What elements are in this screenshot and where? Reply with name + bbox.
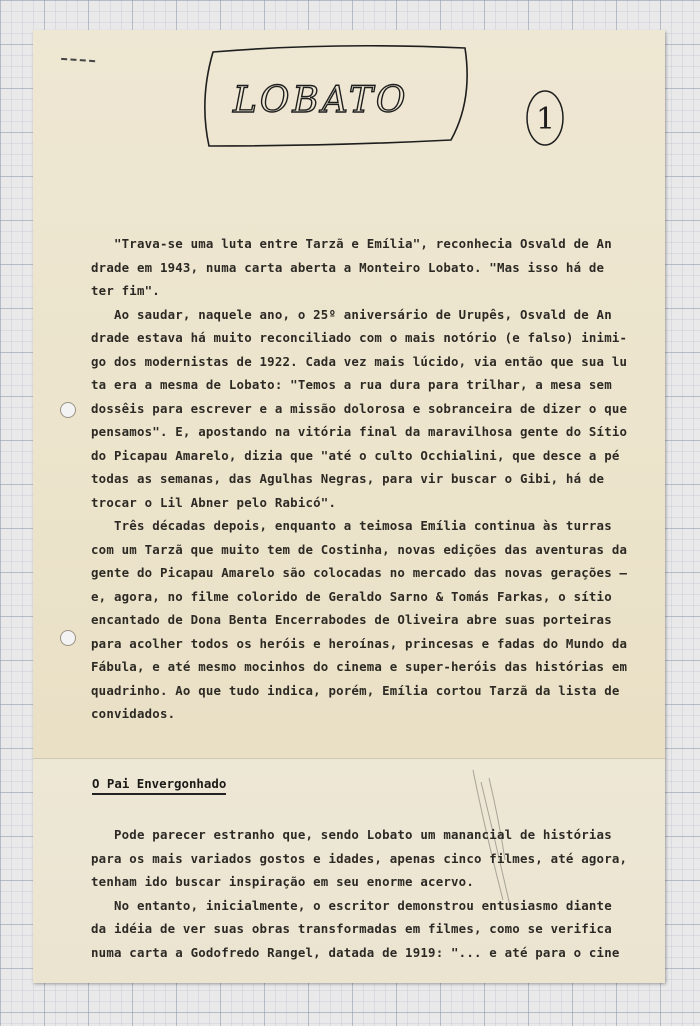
text-line: drade estava há muito reconciliado com o mais notório (e falso) inimi- (91, 330, 628, 345)
text-line: gente do Picapau Amarelo são colocadas no mercado das novas gerações — (91, 565, 628, 580)
text-line: ter fim". (91, 283, 160, 298)
text-line: "Trava-se uma luta entre Tarzã e Emília", reconhecia Osvald de An (91, 236, 612, 251)
text-line: tenham ido buscar inspiração em seu enorme acervo. (91, 874, 474, 889)
text-line: quadrinho. Ao que tudo indica, porém, Emília cortou Tarzã da lista de (91, 682, 620, 698)
text-line: com um Tarzã que muito tem de Costinha, novas edições das aventuras da (91, 541, 628, 557)
text-line: convidados. (91, 706, 176, 721)
handwritten-title: LOBATO (233, 80, 409, 121)
text-line: numa carta a Godofredo Rangel, datada de 1919: "... e até para o cine (91, 944, 620, 960)
text-line: encantado de Dona Benta Encerrabodes de Oliveira abre suas porteiras (91, 612, 612, 627)
text-line: do Picapau Amarelo, dizia que "até o culto Occhialini, que desce a pé (91, 447, 620, 463)
text-line: trocar o Lil Abner pelo Rabicó". (91, 494, 337, 510)
section-heading: O Pai Envergonhado (92, 776, 226, 795)
text-line: Fábula, e até mesmo mocinhos do cinema e super-heróis das histórias em (91, 659, 628, 674)
text-line: para acolher todos os heróis e heroínas, princesas e fadas do Mundo da (91, 635, 628, 651)
text-line: e, agora, no filme colorido de Geraldo Sarno & Tomás Farkas, o sítio (91, 588, 612, 604)
text-line: No entanto, inicialmente, o escritor demonstrou entusiasmo diante (91, 897, 612, 913)
text-line: ta era a mesma de Lobato: "Temos a rua dura para trilhar, a mesa sem (91, 377, 612, 392)
text-line: Três décadas depois, enquanto a teimosa Emília continua às turras (91, 518, 612, 533)
text-line: go dos modernistas de 1922. Cada vez mais lúcido, via então que sua lu (91, 353, 628, 369)
text-line: dossêis para escrever e a missão dolorosa e sobranceira de dizer o que (91, 400, 628, 416)
text-line: para os mais variados gostos e idades, apenas cinco filmes, até agora, (91, 850, 628, 866)
text-line: todas as semanas, das Agulhas Negras, para vir buscar o Gibi, há de (91, 471, 605, 486)
page-number: 1 (536, 102, 556, 137)
text-line: drade em 1943, numa carta aberta a Monteiro Lobato. "Mas isso há de (91, 259, 605, 275)
text-line: Pode parecer estranho que, sendo Lobato um manancial de histórias (91, 827, 612, 842)
text-line: da idéia de ver suas obras transformadas em filmes, como se verifica (91, 921, 612, 936)
pencil-marks (33, 30, 665, 982)
text-line: pensamos". E, apostando na vitória final da maravilhosa gente do Sítio (91, 424, 628, 439)
typescript-page (33, 30, 665, 982)
text-line: Ao saudar, naquele ano, o 25º aniversário de Urupês, Osvald de An (91, 306, 612, 322)
